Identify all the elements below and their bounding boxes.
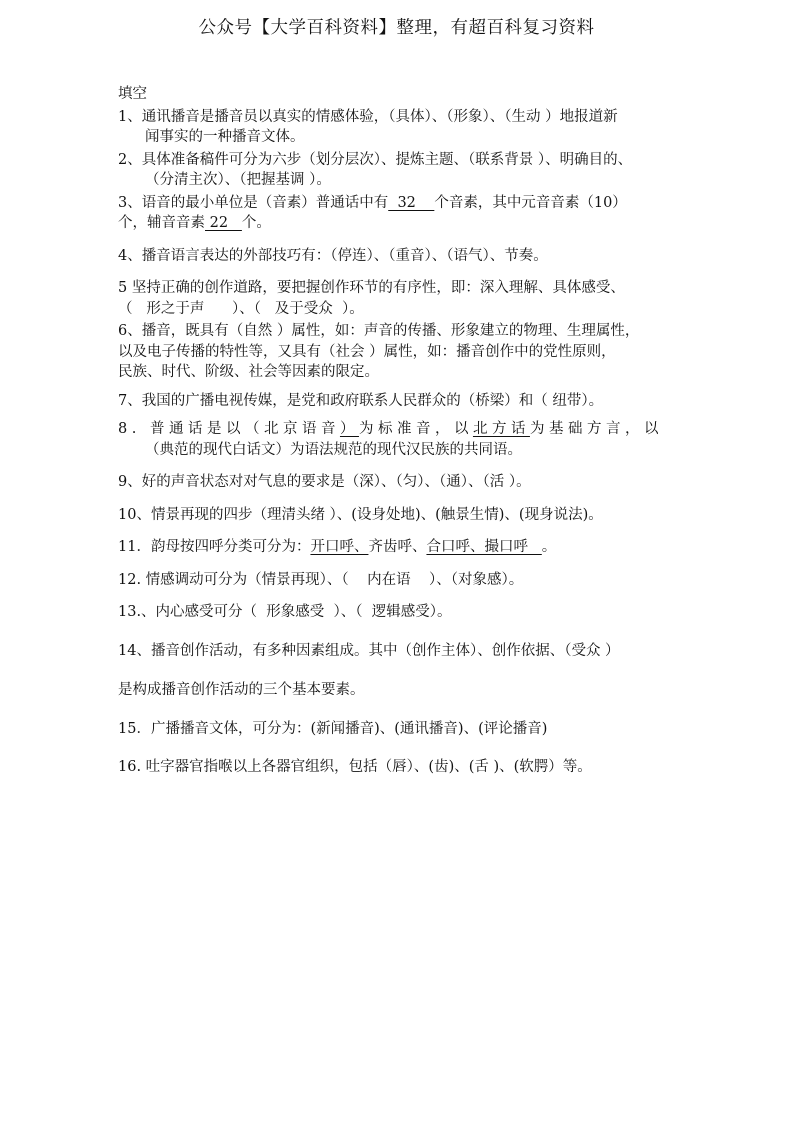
- question-1-line-2: 闻事实的一种播音文体。: [145, 129, 305, 145]
- question-3-part-2: 个音素，其中元音音素（10）: [434, 194, 627, 211]
- fill-in-blank-section: [118, 84, 678, 778]
- question-14-line-1: 14、播音创作活动，有多种因素组成。其中（创作主体）、创作依据、（受众 ）: [118, 642, 620, 659]
- question-3-blank-2: 22: [205, 215, 242, 231]
- question-8-part-1: 8. 普通话是以（北京语音: [118, 421, 340, 437]
- question-15: 15．广播播音文体，可分为：(新闻播音)、(通讯播音)、(评论播音): [118, 720, 548, 737]
- question-16: 16. 吐字器官指喉以上各器官组织，包括（唇）、(齿)、(舌 )、(软腭）等。: [118, 759, 592, 775]
- section-title: 填空: [118, 86, 147, 102]
- question-11-part-3: 。: [541, 539, 557, 555]
- question-13: 13.、内心感受可分（ 形象感受 ）、（ 逻辑感受）。: [118, 604, 452, 620]
- question-10: 10、情景再现的四步（理清头绪 ）、(设身处地)、(触景生情)、(现身说法)。: [118, 506, 603, 523]
- question-8-part-2: 为标准音，以: [358, 421, 473, 437]
- question-4: 4、播音语言表达的外部技巧有：（停连）、（重音）、（语气）、节奏。: [118, 247, 548, 264]
- page-header: 公众号【大学百科资料】整理，有超百科复习资料: [198, 18, 595, 38]
- question-1-line-1: 1、通讯播音是播音员以真实的情感体验，（具体）、（形象）、（生动 ）地报道新: [118, 108, 618, 125]
- question-6-line-2: 以及电子传播的特性等，又具有（社会 ）属性，如：播音创作中的党性原则，: [118, 343, 616, 360]
- question-3-part-4: 个。: [241, 215, 271, 231]
- question-2-line-2: （分清主次）、（把握基调 ）。: [145, 172, 331, 188]
- question-11-underline-1: 开口呼、: [310, 539, 369, 555]
- question-6-line-3: 民族、时代、阶级、社会等因素的限定。: [118, 364, 379, 380]
- question-8-part-3: 为基础方言，以: [529, 421, 663, 437]
- question-11-part-2: 齐齿呼、: [368, 539, 427, 555]
- question-8: [118, 419, 678, 460]
- question-11-underline-2: 合口呼、撮口呼: [426, 539, 542, 555]
- question-3-blank-1: 32: [388, 194, 435, 211]
- question-14: [118, 641, 678, 701]
- question-14-line-2: 是构成播音创作活动的三个基本要素。: [118, 682, 365, 698]
- question-6: [118, 321, 678, 383]
- question-2-line-1: 2、具体准备稿件可分为六步（划分层次）、提炼主题、（联系背景 ）、明确目的、: [118, 151, 633, 168]
- question-9: 9、好的声音状态对对气息的要求是（深）、（匀）、（通）、（活 ）。: [118, 474, 531, 490]
- question-1: [118, 107, 678, 148]
- question-3-part-3: 个，辅音音素: [118, 215, 205, 231]
- question-8-underline-1: ）: [339, 421, 359, 437]
- question-8-line-2: （典范的现代白话文）为语法规范的现代汉民族的共同语。: [145, 441, 522, 458]
- question-2: [118, 150, 678, 191]
- question-5-line-2: （ 形之于声 ）、（ 及于受众 ）。: [118, 300, 364, 317]
- question-7: 7、我国的广播电视传媒，是党和政府联系人民群众的（桥梁）和（ 纽带）。: [118, 392, 604, 409]
- question-11: [118, 537, 678, 558]
- question-6-line-1: 6、播音，既具有（自然 ）属性，如：声音的传播、形象建立的物理、生理属性，: [118, 323, 640, 339]
- question-12: 12. 情感调动可分为（情景再现）、（ 内在语 ）、（对象感）。: [118, 571, 524, 588]
- question-3-part-1: 3、语音的最小单位是（音素）普通话中有: [118, 194, 389, 211]
- question-5-line-1: 5 坚持正确的创作道路，要把握创作环节的有序性，即：深入理解、具体感受、: [118, 280, 625, 296]
- question-5: [118, 278, 678, 319]
- question-8-underline-2: 北方话: [472, 421, 530, 437]
- question-3: [118, 193, 678, 234]
- question-11-part-1: 11．韵母按四呼分类可分为：: [118, 539, 311, 555]
